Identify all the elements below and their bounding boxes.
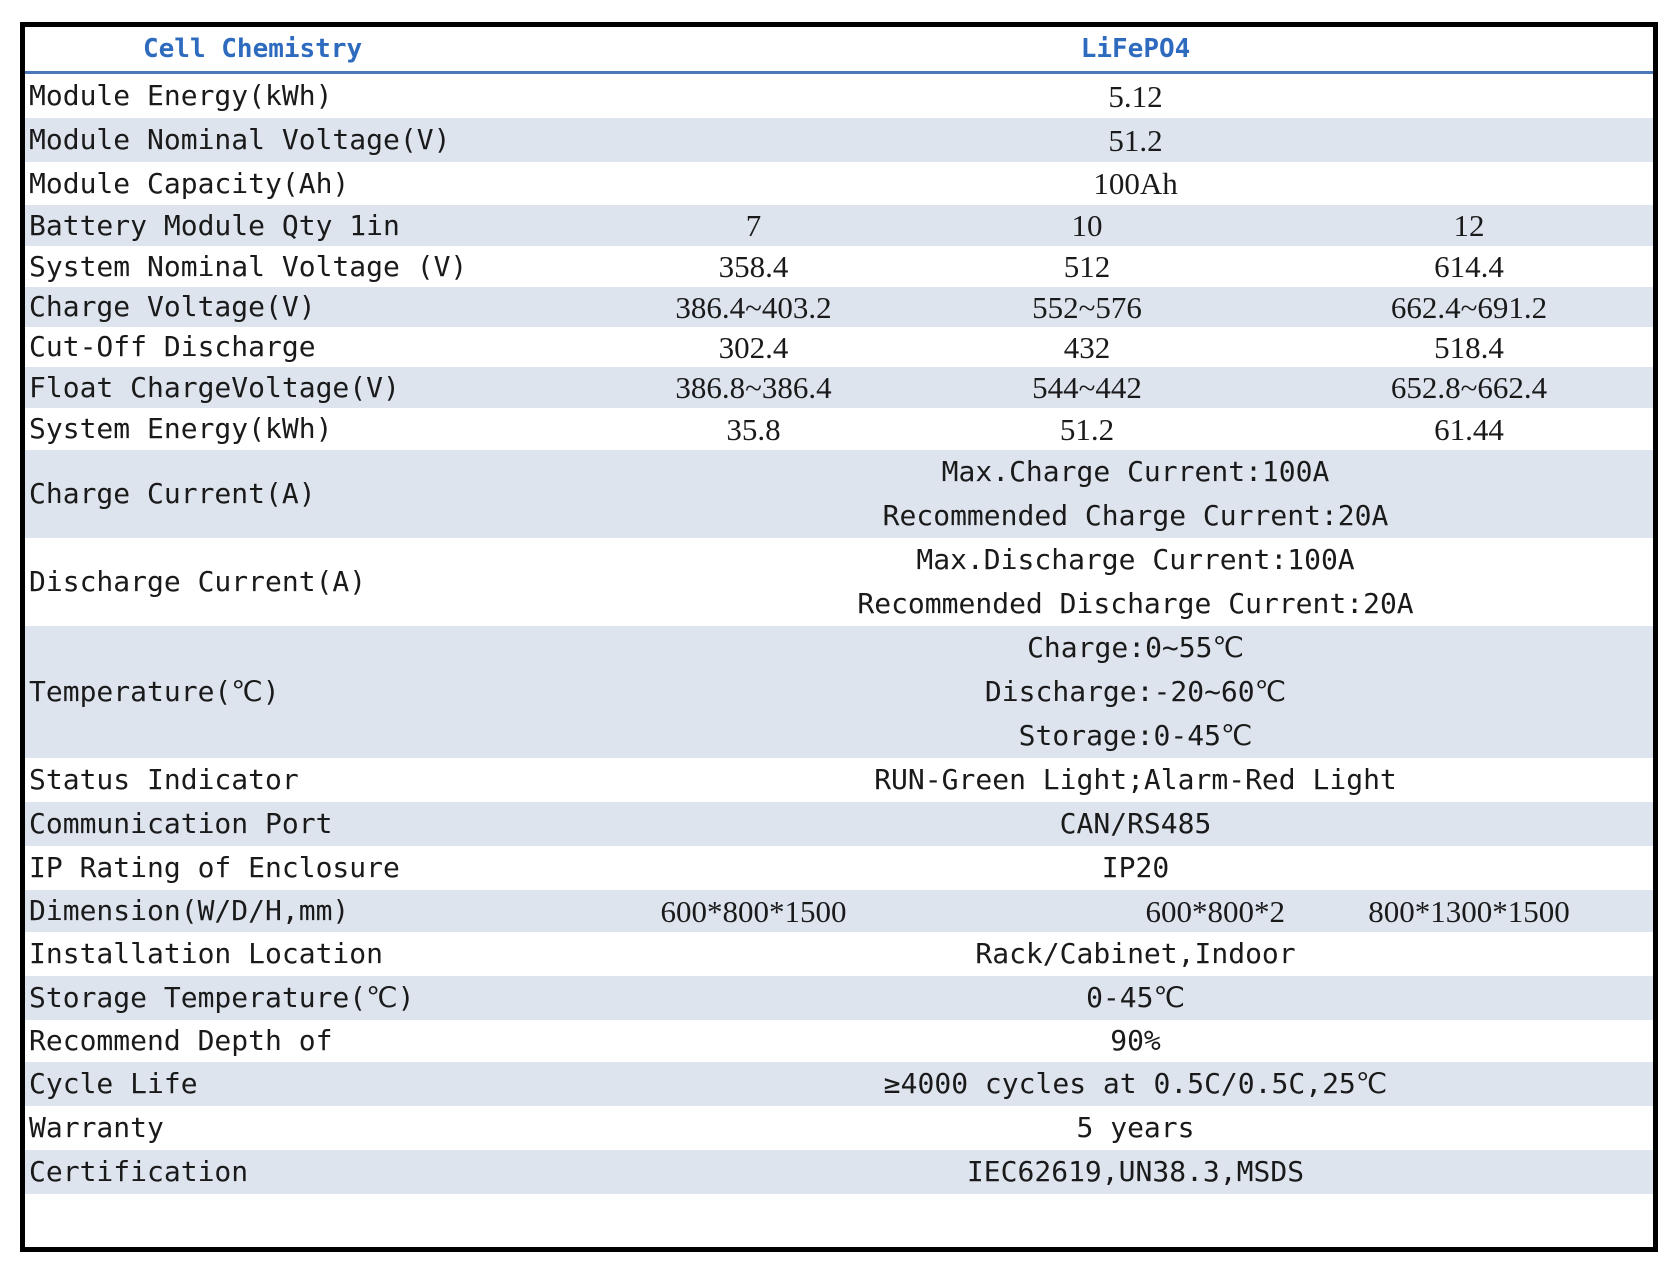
row-value: 100Ah [1093,166,1178,201]
row-value-col2: 512 [1063,249,1111,284]
table-row [25,626,1653,758]
row-label: Module Capacity(Ah) [29,166,350,200]
row-label: Certification [25,1150,618,1194]
row-value-col3: 61.44 [1434,411,1504,447]
row-value-col3: 614.4 [1434,249,1504,284]
row-label: Discharge Current(A) [29,565,367,598]
row-value-line: Discharge:-20~60℃ [984,675,1287,708]
table-row [25,1150,1653,1194]
row-label: Module Energy(kWh) [29,79,333,112]
row-value-col2: 432 [1063,329,1111,365]
row-label: Storage Temperature(℃) [25,976,618,1020]
row-value-col2: 51.2 [1059,411,1115,447]
row-label: System Nominal Voltage (V) [29,249,468,283]
row-value: IEC62619,UN38.3,MSDS [618,1150,1653,1194]
row-value-line: Max.Discharge Current:100A [916,543,1355,576]
table-row [25,538,1653,626]
row-value-col2: 600*800*2 [889,890,1285,932]
row-value: 51.2 [618,118,1653,162]
table-row [25,246,1653,287]
row-value-col1: 386.8~386.4 [618,367,889,408]
row-label: Float ChargeVoltage(V) [25,367,618,408]
table-row [25,367,1653,408]
row-value-multiline [618,450,1653,538]
row-value-line: Recommended Charge Current:20A [882,499,1389,532]
table-row [25,846,1653,890]
header-row [25,27,1653,73]
row-label: Installation Location [29,937,384,970]
row-value-line: Storage:0-45℃ [1018,719,1253,752]
table-row [25,890,1653,932]
table-row [25,976,1653,1020]
row-value-line: Charge:0~55℃ [1027,631,1244,664]
table-row [25,287,1653,327]
row-label: Cycle Life [25,1062,618,1106]
row-value: CAN/RS485 [618,802,1653,846]
table-row [25,1106,1653,1150]
row-label: Battery Module Qty 1in [25,205,618,246]
table-row [25,162,1653,205]
table-row [25,408,1653,450]
row-label: Communication Port [25,802,618,846]
row-label: Status Indicator [29,763,299,796]
row-value-col2: 552~576 [889,287,1285,327]
row-value-line: Recommended Discharge Current:20A [857,587,1414,620]
row-value: 5 years [1076,1111,1195,1144]
row-label: Dimension(W/D/H,mm) [25,890,618,932]
row-value-col3: 518.4 [1434,329,1504,365]
header-label: Cell Chemistry [25,27,618,73]
row-value: 0-45℃ [618,976,1653,1020]
table-row [25,205,1653,246]
row-value: RUN-Green Light;Alarm-Red Light [874,763,1397,796]
table-row [25,1020,1653,1062]
row-value-col3: 652.8~662.4 [1285,367,1653,408]
row-value: 5.12 [1108,78,1163,114]
spec-table [25,27,1653,1194]
row-value-multiline [618,626,1653,758]
row-label: Module Nominal Voltage(V) [25,118,618,162]
header-value: LiFePO4 [618,27,1653,73]
row-value-col3: 662.4~691.2 [1285,287,1653,327]
table-row [25,1062,1653,1106]
row-value: 90% [1110,1024,1161,1057]
row-label: Charge Voltage(V) [25,287,618,327]
row-value-multiline [618,538,1653,626]
row-value-col2: 10 [889,205,1285,246]
row-label: IP Rating of Enclosure [29,851,400,884]
row-label: Warranty [29,1111,164,1144]
row-value-col1: 35.8 [726,411,781,447]
table-row [25,802,1653,846]
row-value-col2: 544~442 [889,367,1285,408]
row-value-col1: 358.4 [718,249,789,284]
row-value-col1: 7 [618,205,889,246]
row-value-col1: 600*800*1500 [618,890,889,932]
row-value: IP20 [1101,851,1170,884]
table-row [25,450,1653,538]
row-value: Rack/Cabinet,Indoor [975,937,1296,970]
row-value-col3: 800*1300*1500 [1285,890,1653,932]
table-row [25,758,1653,802]
row-value-col1: 302.4 [718,329,789,365]
spec-table-frame [20,22,1658,1252]
row-label: Cut-Off Discharge [29,330,316,363]
row-label: Temperature(℃) [25,626,618,758]
row-value-line: Max.Charge Current:100A [941,455,1330,488]
row-label: Charge Current(A) [25,450,618,538]
table-row [25,118,1653,162]
row-value-col1: 386.4~403.2 [618,287,889,327]
table-row [25,73,1653,119]
row-value-col3: 12 [1285,205,1653,246]
row-label: Recommend Depth of [29,1024,333,1057]
row-value: ≥4000 cycles at 0.5C/0.5C,25℃ [618,1062,1653,1106]
row-label: System Energy(kWh) [29,412,333,445]
table-row [25,327,1653,367]
table-row [25,932,1653,976]
